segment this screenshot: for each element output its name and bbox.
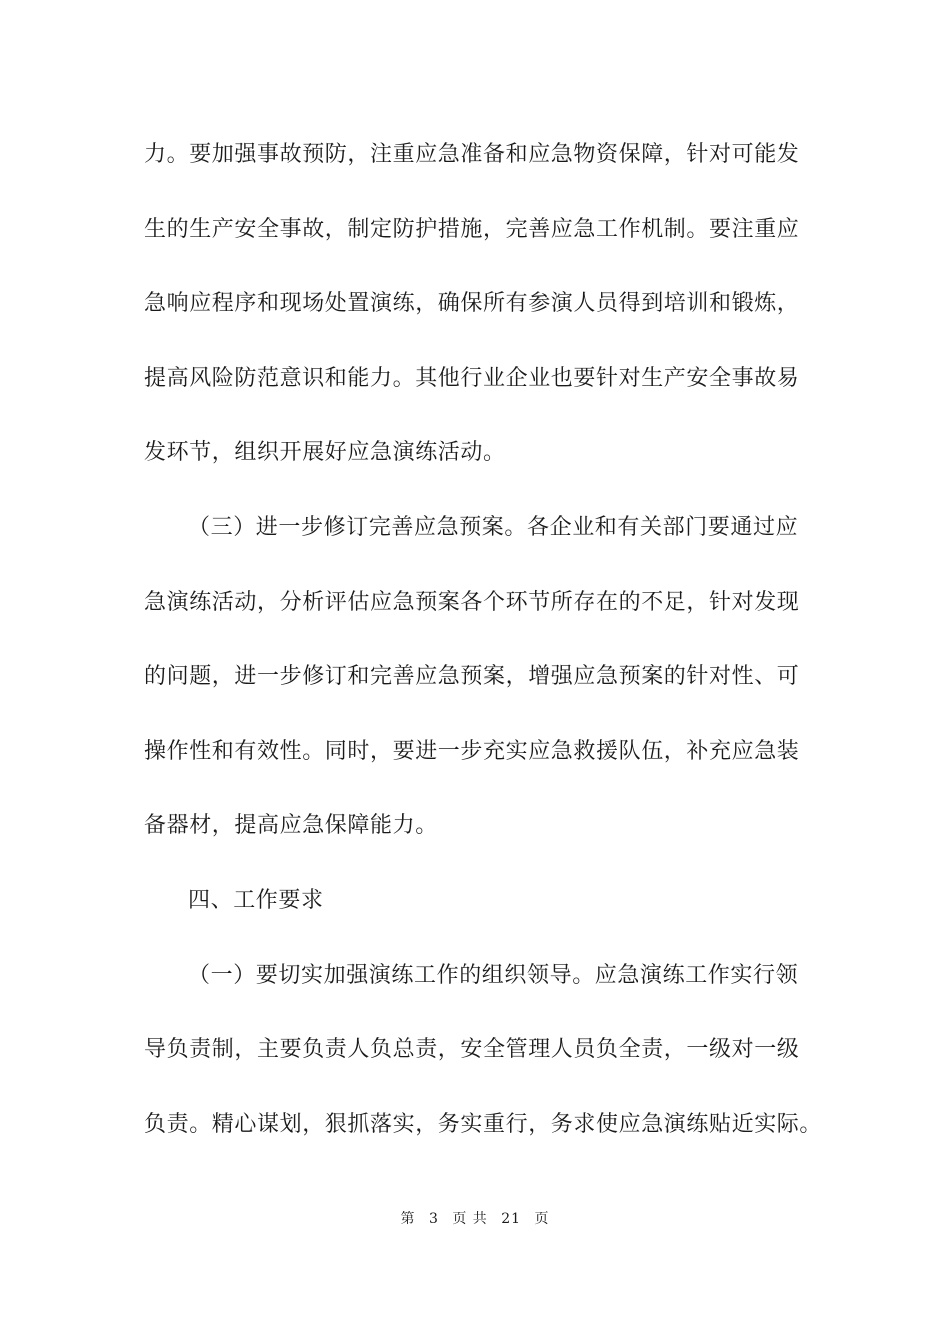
current-page-number: 3: [428, 1211, 439, 1227]
paragraph-heading-one: （一）要切实加强演练工作的组织领导。应急演练工作实行领: [188, 962, 799, 988]
total-page-count: 21: [501, 1211, 522, 1227]
footer-suffix: 页: [534, 1211, 550, 1227]
footer-middle: 页 共: [452, 1211, 488, 1227]
section-heading-work-requirements: 四、工作要求: [188, 887, 324, 913]
text-line: 生的生产安全事故，制定防护措施，完善应急工作机制。要注重应: [144, 216, 800, 242]
text-line: 急响应程序和现场处置演练，确保所有参演人员得到培训和锻炼，: [144, 291, 800, 317]
paragraph-heading-three: （三）进一步修订完善应急预案。各企业和有关部门要通过应: [188, 514, 799, 540]
page-footer: [0, 1208, 950, 1228]
text-line: 导负责制，主要负责人负总责，安全管理人员负全责，一级对一级: [144, 1037, 800, 1063]
text-line: 力。要加强事故预防，注重应急准备和应急物资保障，针对可能发: [144, 142, 800, 167]
body-text: [144, 130, 824, 1174]
text-line: 负责。精心谋划，狠抓落实，务实重行，务求使应急演练贴近实际。: [144, 1111, 823, 1137]
text-line: 提高风险防范意识和能力。其他行业企业也要针对生产安全事故易: [144, 365, 800, 391]
text-line: 操作性和有效性。同时，要进一步充实应急救援队伍，补充应急装: [144, 738, 800, 764]
text-line: 的问题，进一步修订和完善应急预案，增强应急预案的针对性、可: [144, 664, 800, 690]
text-line: 备器材，提高应急保障能力。: [144, 813, 438, 839]
footer-prefix: 第: [400, 1211, 416, 1227]
text-line: 发环节，组织开展好应急演练活动。: [144, 440, 506, 466]
text-line: 急演练活动，分析评估应急预案各个环节所存在的不足，针对发现: [144, 589, 800, 615]
